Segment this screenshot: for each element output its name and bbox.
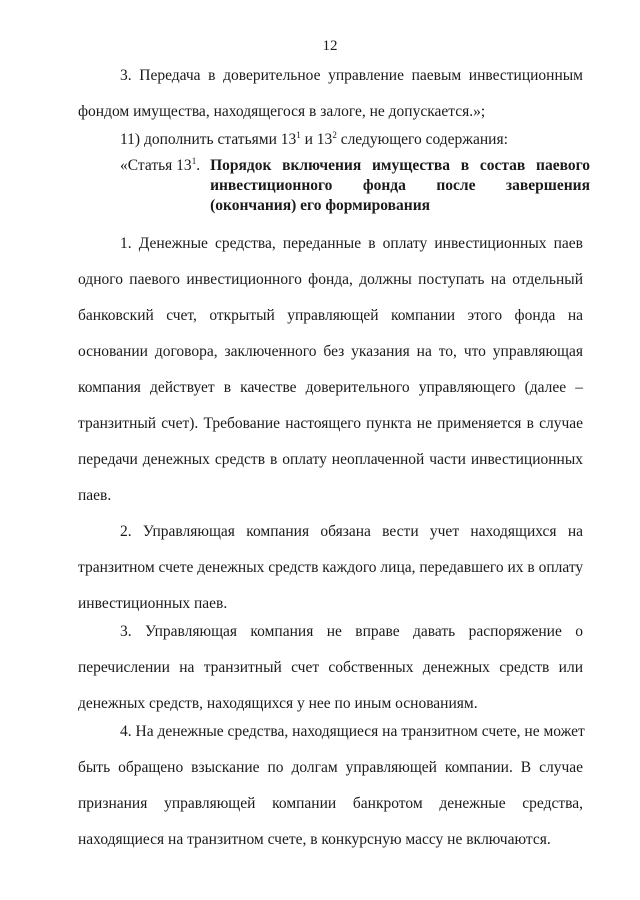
text-line: паев.: [78, 487, 112, 504]
paragraph-item-4: [78, 714, 583, 858]
article-heading: [120, 156, 590, 216]
page-number: 12: [322, 38, 338, 54]
text-line: перечислении на транзитный счет собственных денежных средств или: [78, 659, 583, 676]
superscript: 2: [332, 129, 337, 140]
superscript: 1: [191, 155, 197, 166]
paragraph-intro: [78, 58, 583, 130]
article-title: Порядок включения имущества в состав паевого инвестиционного фонда после завершения (окончания) его формирования: [210, 157, 590, 214]
paragraph-item-3: [78, 614, 583, 722]
text-line: инвестиционных паев.: [78, 595, 228, 612]
text-line: транзитный счет). Требование настоящего пункта не применяется в случае: [78, 415, 583, 432]
text-line: компания действует в качестве доверительного управляющего (далее –: [78, 379, 583, 396]
text-line: фондом имущества, находящегося в залоге, не допускается.»;: [78, 103, 486, 120]
text-line: банковский счет, открытый управляющей компании этого фонда на: [78, 307, 583, 324]
amend-text-pre: 11) дополнить статьями 13: [120, 131, 297, 148]
paragraph-item-1: [78, 226, 583, 514]
article-number-text: «Статья 13: [120, 157, 192, 174]
superscript: 1: [296, 129, 301, 140]
text-line: 2. Управляющая компания обязана вести учет находящихся на: [120, 523, 583, 540]
text-line: 1. Денежные средства, переданные в оплату инвестиционных паев: [120, 235, 583, 252]
text-line: одного паевого инвестиционного фонда, должны поступать на отдельный: [78, 271, 583, 288]
text-line: находящиеся на транзитном счете, в конкурсную массу не включаются.: [78, 831, 551, 848]
text-line: 4. На денежные средства, находящиеся на транзитном счете, не может: [120, 723, 585, 740]
amend-text-mid: и 13: [300, 131, 333, 148]
text-line: быть обращено взыскание по долгам управляющей компании. В случае: [78, 759, 583, 776]
paragraph-item-2: [78, 514, 583, 622]
text-line: транзитном счете денежных средств каждого лица, передавшего их в оплату: [78, 559, 584, 576]
text-line: денежных средств, находящихся у нее по иным основаниям.: [78, 695, 478, 712]
article-number: [120, 156, 200, 216]
text-line: 3. Управляющая компания не вправе давать распоряжение о: [120, 623, 583, 640]
text-line: признания управляющей компании банкротом денежные средства,: [78, 795, 583, 812]
text-line: 3. Передача в доверительное управление паевым инвестиционным: [120, 67, 583, 84]
text-line: передачи денежных средств в оплату неоплаченной части инвестиционных: [78, 451, 583, 468]
amend-text-post: следующего содержания:: [336, 131, 508, 148]
paragraph-amendment: [78, 122, 583, 158]
text-line: основании договора, заключенного без указания на то, что управляющая: [78, 343, 583, 360]
article-number-dot: .: [196, 157, 201, 174]
text-line: [78, 122, 583, 158]
